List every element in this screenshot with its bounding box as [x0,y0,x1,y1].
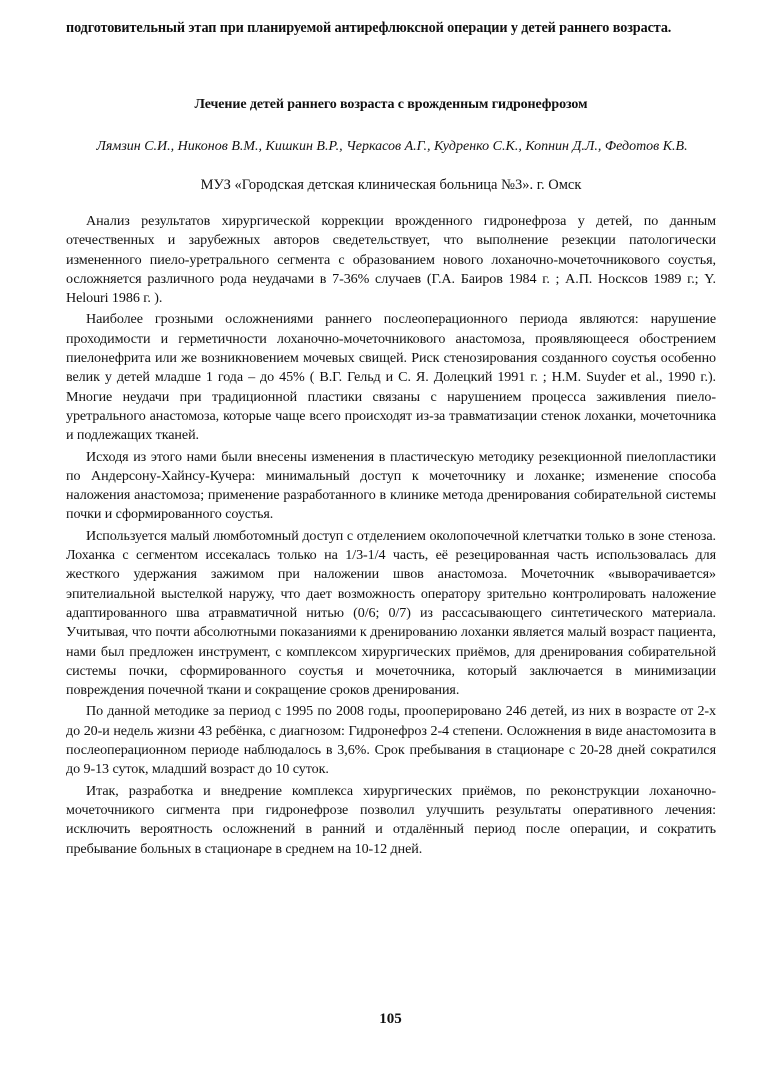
paragraph-results: По данной методике за период с 1995 по 2008 годы, прооперировано 246 детей, из них в возрасте от 2-х до 20-и недель жизни 43 ребёнка, с диагнозом: Гидронефроз 2-4 степени. Осложнения в виде анастомозита в послеоперационном периоде наблюдалось в 3,6%. Срок пребывания в стационаре с 20-28 дней сократился до 9-13 суток, младший возраст до 10 суток. [66,703,716,778]
paragraph-method-changes: Исходя из этого нами были внесены изменения в пластическую методику резекционной пиелопластики по Андерсону-Хайнсу-Кучера: минимальный доступ к мочеточнику и лоханке; изменение способа наложения анастомоза; применение разработанного в клинике метода дренирования собирательной системы почки и сформированного соустья. [66,448,716,523]
page-number: 105 [379,1011,402,1027]
article-authors: Лямзин С.И., Никонов В.М., Кишкин В.Р., Черкасов А.Г., Кудренко С.К., Копнин Д.Л., Федотов К.В. [96,139,688,154]
article-body [66,212,716,859]
article-title: Лечение детей раннего возраста с врожденным гидронефрозом [194,97,588,112]
paragraph-analysis: Анализ результатов хирургической коррекции врожденного гидронефроза у детей, по данным отечественных и зарубежных авторов сведетельствует, что выполнение резекции патологически измененного пиело-уретрального сегмента с образованием нового лоханочно-мочеточникового соустья, осложняется различного рода неудачами в 7-36% случаев (Г.А. Баиров 1984 г. ; А.П. Носксов 1989 г.; Y. Helouri 1986 г. ). [66,213,716,307]
paragraph-surgical-technique: Используется малый люмботомный доступ с отделением околопочечной клетчатки только в зоне стеноза. Лоханка с сегментом иссекалась только на 1/3-1/4 часть, её резецированная часть использовалась для жесткого удержания зажимом при наложении швов анастомоза. Мочеточник «выворачивается» эпителиальной выстелкой наружу, что дает возможность оператору зрительно контролировать наложение адаптированного шва атравматичной нитью (0/6; 0/7) из рассасывающего синтетического материала. Учитывая, что почти абсолютными показаниями к дренированию лоханки является малый возраст пациента, нами был предложен инструмент, с комплексом хирургических приёмов, для дренирования собирательной системы почки, сформированного соустья и мочеточника, который заключается в минимизации повреждения почечной ткани и сокращение сроков дренирования. [66,527,716,699]
paragraph-conclusion: Итак, разработка и внедрение комплекса хирургических приёмов, по реконструкции лоханочно-мочеточникого сигмента при гидронефрозе позволил улучшить результаты оперативного лечения: исключить вероятность осложнений в ранний и отдалённый период после операции, и сократить пребывание больных в стационаре в среднем на 10-12 дней. [66,782,716,857]
previous-article-continuation: подготовительный этап при планируемой антирефлюксной операции у детей раннего возраста. [66,20,672,36]
paragraph-complications: Наиболее грозными осложнениями раннего послеоперационного периода являются: нарушение проходимости и герметичности лоханочно-мочеточникового анастомоза, проявляющееся обострением пиелонефрита или же возникновением мочевых свищей. Риск стенозирования созданного соустья особенно велик у детей младше 1 года – до 45% ( В.Г. Гельд и С. Я. Долецкий 1991 г. ; Н.М. Suyder et al., 1990 г.). Многие неудачи при традиционной пластики связаны с нарушением процесса заживления пиело-уретрального анастомоза, которые чаще всего происходят из-за травматизации стенок лоханки, мочеточника и подлежащих тканей. [66,311,716,444]
author-affiliation: МУЗ «Городская детская клиническая больница №3». г. Омск [200,177,582,193]
